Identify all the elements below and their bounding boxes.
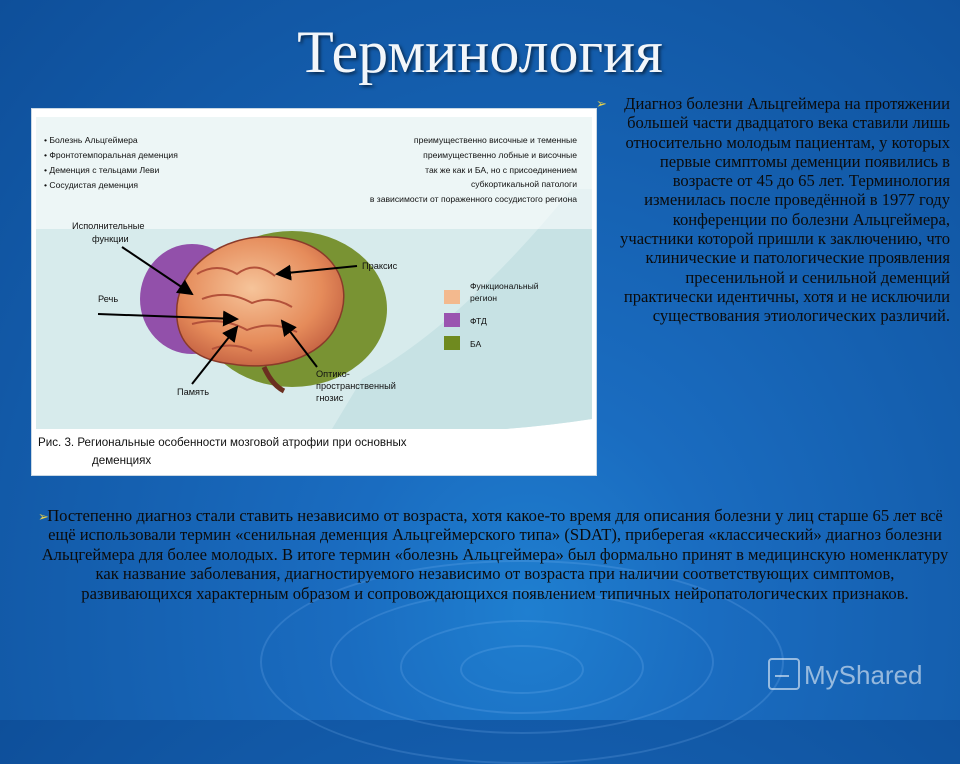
paragraph-diagnosis	[40, 506, 950, 603]
figure-canvas	[32, 109, 596, 475]
watermark	[768, 658, 923, 691]
bullet-arrow-icon: ➢	[596, 97, 607, 112]
disease-item: • Деменция с тельцами Леви	[44, 165, 160, 175]
paragraph-text: Диагноз болезни Альцгеймера на протяжении большей части двадцатого века ставили лишь относительно молодым пациентам, у которых первые симптомы деменции появились в возрасте от 45 до 65 лет. Терминология изменилась после проведённой в 1977 году конференции по болезни Альцгеймера, участники которой пришли к заключению, что клинические и патологические проявления пресенильной и сенильной деменций практически идентичны, хотя и не исключили существования этиологических различий.	[620, 94, 950, 326]
presentation-icon	[768, 658, 800, 690]
watermark-text: MyShared	[804, 660, 923, 690]
paragraph-text: Постепенно диагноз стали ставить независимо от возраста, хотя какое-то время для описания болезни у лиц старше 65 лет всё ещё использовали термин «сенильная деменция Альцгеймерского типа» (SDAT), приберегая «классический» диагноз болезни Альцгеймера для более молодых. В итоге термин «болезнь Альцгеймера» был формально принят в медицинскую номенклатуру как название заболевания, диагностируемого независимо от возраста при наличии соответствующих симптомов, развивающихся характерным образом и сопровождающихся появлением типичных нейропатологических признаков.	[41, 506, 949, 603]
label-executive: функции	[92, 234, 129, 244]
description-item: так же как и БА, но с присоединением	[425, 165, 577, 175]
caption-line: Рис. 3. Региональные особенности мозговой атрофии при основных	[38, 436, 407, 449]
legend-label: БА	[470, 339, 482, 349]
label-gnosis: Оптико-	[316, 369, 350, 379]
label-gnosis: пространственный	[316, 381, 396, 391]
disease-item: • Фронтотемпоральная деменция	[44, 150, 178, 160]
label-speech: Речь	[98, 294, 119, 304]
brain-atrophy-figure	[31, 108, 597, 476]
label-memory: Память	[177, 387, 209, 397]
description-item: субкортикальной патологи	[470, 179, 577, 189]
bullet-arrow-icon: ➢	[38, 510, 49, 525]
label-executive: Исполнительные	[72, 221, 145, 231]
label-praxis: Праксис	[362, 261, 398, 271]
description-item: преимущественно лобные и височные	[423, 150, 577, 160]
label-gnosis: гнозис	[316, 393, 344, 403]
caption-line: деменциях	[92, 454, 152, 467]
disease-item: • Болезнь Альцгеймера	[44, 135, 138, 145]
legend-swatch-functional	[444, 290, 460, 304]
ripple	[460, 645, 584, 694]
legend-swatch-ba	[444, 336, 460, 350]
legend-label: ФТД	[470, 316, 487, 326]
description-item: преимущественно височные и теменные	[413, 135, 577, 145]
legend-swatch-ftd	[444, 313, 460, 327]
description-item: в зависимости от пораженного сосудистого региона	[369, 194, 577, 204]
disease-item: • Сосудистая деменция	[44, 180, 139, 190]
legend-label: регион	[470, 293, 498, 303]
slide-title: Терминология	[297, 19, 663, 85]
legend-label: Функциональный	[470, 281, 539, 291]
paragraph-terminology	[596, 94, 950, 326]
